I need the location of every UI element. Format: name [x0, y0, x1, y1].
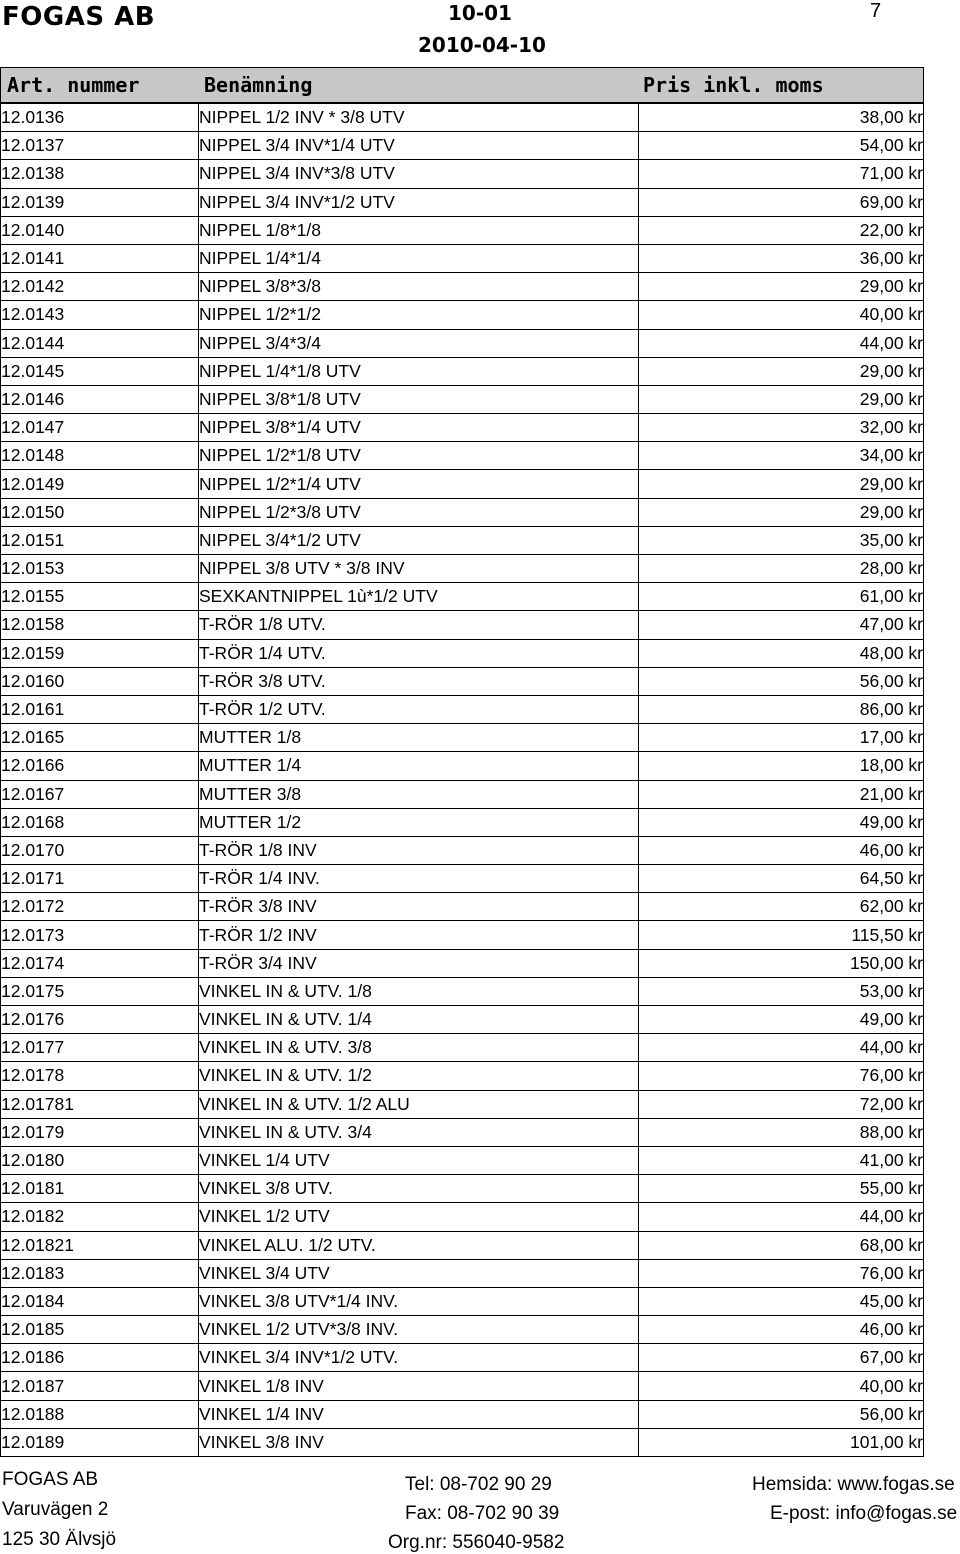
price-cell: 86,00 kr — [639, 695, 924, 723]
article-number-cell: 12.0159 — [1, 639, 199, 667]
price-cell: 67,00 kr — [639, 1344, 924, 1372]
description-cell: VINKEL 3/4 INV*1/2 UTV. — [199, 1344, 639, 1372]
table-row — [1, 949, 924, 977]
description-cell: VINKEL 1/4 INV — [199, 1400, 639, 1428]
table-row — [1, 1146, 924, 1174]
description-cell: NIPPEL 3/4*3/4 — [199, 329, 639, 357]
price-cell: 68,00 kr — [639, 1231, 924, 1259]
table-row — [1, 1090, 924, 1118]
table-row — [1, 865, 924, 893]
table-row — [1, 1344, 924, 1372]
table-row — [1, 526, 924, 554]
description-cell: VINKEL ALU. 1/2 UTV. — [199, 1231, 639, 1259]
description-cell: NIPPEL 1/4*1/4 — [199, 244, 639, 272]
table-row — [1, 188, 924, 216]
footer-city: 125 30 Älvsjö — [2, 1529, 117, 1550]
price-cell: 53,00 kr — [639, 977, 924, 1005]
article-number-cell: 12.0183 — [1, 1259, 199, 1287]
footer-street: Varuvägen 2 — [2, 1499, 109, 1520]
table-row — [1, 1175, 924, 1203]
article-number-cell: 12.0187 — [1, 1372, 199, 1400]
article-number-cell: 12.0158 — [1, 611, 199, 639]
footer-website: Hemsida: www.fogas.se — [752, 1474, 955, 1495]
price-cell: 76,00 kr — [639, 1259, 924, 1287]
article-number-cell: 12.0189 — [1, 1428, 199, 1456]
price-cell: 32,00 kr — [639, 414, 924, 442]
table-row — [1, 724, 924, 752]
description-cell: MUTTER 1/4 — [199, 752, 639, 780]
description-cell: T-RÖR 1/2 INV — [199, 921, 639, 949]
table-row — [1, 357, 924, 385]
price-cell: 44,00 kr — [639, 1203, 924, 1231]
description-cell: VINKEL IN & UTV. 1/2 ALU — [199, 1090, 639, 1118]
description-cell: T-RÖR 1/4 INV. — [199, 865, 639, 893]
document-code: 10-01 — [448, 1, 512, 25]
footer-org-number: Org.nr: 556040-9582 — [388, 1532, 565, 1553]
article-number-cell: 12.0148 — [1, 442, 199, 470]
description-cell: SEXKANTNIPPEL 1ù*1/2 UTV — [199, 583, 639, 611]
description-cell: VINKEL 1/8 INV — [199, 1372, 639, 1400]
article-number-cell: 12.0181 — [1, 1175, 199, 1203]
article-number-cell: 12.0180 — [1, 1146, 199, 1174]
price-cell: 29,00 kr — [639, 273, 924, 301]
description-cell: T-RÖR 1/2 UTV. — [199, 695, 639, 723]
table-row — [1, 808, 924, 836]
table-row — [1, 555, 924, 583]
table-row — [1, 583, 924, 611]
price-cell: 72,00 kr — [639, 1090, 924, 1118]
article-number-cell: 12.0140 — [1, 216, 199, 244]
article-number-cell: 12.0184 — [1, 1287, 199, 1315]
description-cell: NIPPEL 3/4 INV*1/4 UTV — [199, 132, 639, 160]
footer-telephone: Tel: 08-702 90 29 — [405, 1474, 552, 1495]
article-number-cell: 12.0170 — [1, 836, 199, 864]
table-row — [1, 1316, 924, 1344]
article-number-cell: 12.0165 — [1, 724, 199, 752]
table-row — [1, 780, 924, 808]
article-number-cell: 12.0149 — [1, 470, 199, 498]
article-number-cell: 12.0185 — [1, 1316, 199, 1344]
price-cell: 35,00 kr — [639, 526, 924, 554]
article-number-cell: 12.0186 — [1, 1344, 199, 1372]
description-cell: NIPPEL 1/2*1/2 — [199, 301, 639, 329]
table-row — [1, 611, 924, 639]
table-row — [1, 1287, 924, 1315]
column-header-bar — [0, 67, 924, 103]
table-row — [1, 667, 924, 695]
footer-fax: Fax: 08-702 90 39 — [405, 1503, 560, 1524]
price-cell: 54,00 kr — [639, 132, 924, 160]
table-row — [1, 498, 924, 526]
article-number-cell: 12.0175 — [1, 977, 199, 1005]
company-title: FOGAS AB — [2, 2, 156, 32]
price-cell: 101,00 kr — [639, 1428, 924, 1456]
price-table-body — [1, 104, 924, 1457]
price-cell: 44,00 kr — [639, 329, 924, 357]
description-cell: NIPPEL 3/8*1/8 UTV — [199, 385, 639, 413]
table-row — [1, 977, 924, 1005]
article-number-cell: 12.0144 — [1, 329, 199, 357]
price-cell: 46,00 kr — [639, 1316, 924, 1344]
article-number-cell: 12.0182 — [1, 1203, 199, 1231]
price-cell: 56,00 kr — [639, 667, 924, 695]
description-cell: NIPPEL 3/4*1/2 UTV — [199, 526, 639, 554]
description-cell: NIPPEL 3/8*3/8 — [199, 273, 639, 301]
table-row — [1, 752, 924, 780]
price-cell: 29,00 kr — [639, 498, 924, 526]
price-cell: 21,00 kr — [639, 780, 924, 808]
price-cell: 29,00 kr — [639, 357, 924, 385]
article-number-cell: 12.0168 — [1, 808, 199, 836]
description-cell: VINKEL IN & UTV. 3/4 — [199, 1118, 639, 1146]
description-cell: T-RÖR 3/8 UTV. — [199, 667, 639, 695]
price-cell: 29,00 kr — [639, 470, 924, 498]
table-row — [1, 1372, 924, 1400]
article-number-cell: 12.0167 — [1, 780, 199, 808]
price-cell: 88,00 kr — [639, 1118, 924, 1146]
price-cell: 38,00 kr — [639, 104, 924, 132]
price-cell: 76,00 kr — [639, 1062, 924, 1090]
table-row — [1, 132, 924, 160]
article-number-cell: 12.0174 — [1, 949, 199, 977]
price-cell: 64,50 kr — [639, 865, 924, 893]
price-cell: 46,00 kr — [639, 836, 924, 864]
article-number-cell: 12.0150 — [1, 498, 199, 526]
table-row — [1, 1006, 924, 1034]
table-row — [1, 244, 924, 272]
description-cell: NIPPEL 1/8*1/8 — [199, 216, 639, 244]
table-row — [1, 1231, 924, 1259]
document-date: 2010-04-10 — [418, 33, 546, 57]
price-cell: 44,00 kr — [639, 1034, 924, 1062]
article-number-cell: 12.0179 — [1, 1118, 199, 1146]
description-cell: VINKEL 3/8 UTV. — [199, 1175, 639, 1203]
table-row — [1, 695, 924, 723]
footer-company: FOGAS AB — [2, 1469, 99, 1490]
price-cell: 71,00 kr — [639, 160, 924, 188]
description-cell: T-RÖR 1/8 UTV. — [199, 611, 639, 639]
column-header-price: Pris inkl. moms — [643, 73, 824, 97]
table-row — [1, 1428, 924, 1456]
article-number-cell: 12.0146 — [1, 385, 199, 413]
description-cell: MUTTER 1/2 — [199, 808, 639, 836]
description-cell: VINKEL 3/8 UTV*1/4 INV. — [199, 1287, 639, 1315]
table-row — [1, 1400, 924, 1428]
description-cell: NIPPEL 1/2*1/4 UTV — [199, 470, 639, 498]
price-cell: 34,00 kr — [639, 442, 924, 470]
price-cell: 48,00 kr — [639, 639, 924, 667]
footer-email: E-post: info@fogas.se — [770, 1503, 958, 1524]
column-header-article-number: Art. nummer — [7, 73, 140, 97]
table-row — [1, 470, 924, 498]
description-cell: VINKEL 1/2 UTV — [199, 1203, 639, 1231]
price-cell: 47,00 kr — [639, 611, 924, 639]
description-cell: VINKEL IN & UTV. 3/8 — [199, 1034, 639, 1062]
table-row — [1, 893, 924, 921]
table-row — [1, 216, 924, 244]
price-cell: 115,50 kr — [639, 921, 924, 949]
table-row — [1, 385, 924, 413]
description-cell: NIPPEL 3/8 UTV * 3/8 INV — [199, 555, 639, 583]
article-number-cell: 12.0155 — [1, 583, 199, 611]
table-row — [1, 442, 924, 470]
description-cell: VINKEL 3/4 UTV — [199, 1259, 639, 1287]
price-cell: 40,00 kr — [639, 301, 924, 329]
price-cell: 61,00 kr — [639, 583, 924, 611]
table-row — [1, 1118, 924, 1146]
description-cell: VINKEL IN & UTV. 1/2 — [199, 1062, 639, 1090]
article-number-cell: 12.0143 — [1, 301, 199, 329]
description-cell: NIPPEL 1/2 INV * 3/8 UTV — [199, 104, 639, 132]
table-row — [1, 160, 924, 188]
table-row — [1, 639, 924, 667]
description-cell: NIPPEL 3/8*1/4 UTV — [199, 414, 639, 442]
price-table — [0, 103, 924, 1457]
table-row — [1, 301, 924, 329]
article-number-cell: 12.0160 — [1, 667, 199, 695]
table-row — [1, 1203, 924, 1231]
price-cell: 29,00 kr — [639, 385, 924, 413]
article-number-cell: 12.0153 — [1, 555, 199, 583]
description-cell: T-RÖR 3/4 INV — [199, 949, 639, 977]
price-cell: 49,00 kr — [639, 808, 924, 836]
description-cell: NIPPEL 1/2*1/8 UTV — [199, 442, 639, 470]
article-number-cell: 12.0145 — [1, 357, 199, 385]
table-row — [1, 1062, 924, 1090]
table-row — [1, 836, 924, 864]
description-cell: VINKEL 1/2 UTV*3/8 INV. — [199, 1316, 639, 1344]
table-row — [1, 1034, 924, 1062]
column-header-description: Benämning — [204, 73, 313, 97]
article-number-cell: 12.0176 — [1, 1006, 199, 1034]
article-number-cell: 12.0178 — [1, 1062, 199, 1090]
description-cell: NIPPEL 3/4 INV*3/8 UTV — [199, 160, 639, 188]
article-number-cell: 12.01781 — [1, 1090, 199, 1118]
table-row — [1, 1259, 924, 1287]
description-cell: VINKEL IN & UTV. 1/8 — [199, 977, 639, 1005]
price-cell: 150,00 kr — [639, 949, 924, 977]
description-cell: VINKEL 1/4 UTV — [199, 1146, 639, 1174]
price-cell: 69,00 kr — [639, 188, 924, 216]
price-cell: 49,00 kr — [639, 1006, 924, 1034]
article-number-cell: 12.0139 — [1, 188, 199, 216]
table-row — [1, 104, 924, 132]
article-number-cell: 12.0166 — [1, 752, 199, 780]
article-number-cell: 12.0141 — [1, 244, 199, 272]
description-cell: NIPPEL 1/4*1/8 UTV — [199, 357, 639, 385]
description-cell: T-RÖR 1/4 UTV. — [199, 639, 639, 667]
article-number-cell: 12.0147 — [1, 414, 199, 442]
price-cell: 40,00 kr — [639, 1372, 924, 1400]
price-cell: 36,00 kr — [639, 244, 924, 272]
article-number-cell: 12.0138 — [1, 160, 199, 188]
price-cell: 22,00 kr — [639, 216, 924, 244]
article-number-cell: 12.0137 — [1, 132, 199, 160]
page-number: 7 — [870, 0, 882, 22]
article-number-cell: 12.0188 — [1, 1400, 199, 1428]
article-number-cell: 12.0136 — [1, 104, 199, 132]
table-row — [1, 273, 924, 301]
price-cell: 17,00 kr — [639, 724, 924, 752]
description-cell: MUTTER 3/8 — [199, 780, 639, 808]
description-cell: VINKEL IN & UTV. 1/4 — [199, 1006, 639, 1034]
price-cell: 41,00 kr — [639, 1146, 924, 1174]
table-row — [1, 414, 924, 442]
table-row — [1, 329, 924, 357]
article-number-cell: 12.0172 — [1, 893, 199, 921]
description-cell: MUTTER 1/8 — [199, 724, 639, 752]
article-number-cell: 12.0171 — [1, 865, 199, 893]
article-number-cell: 12.01821 — [1, 1231, 199, 1259]
description-cell: VINKEL 3/8 INV — [199, 1428, 639, 1456]
price-cell: 45,00 kr — [639, 1287, 924, 1315]
article-number-cell: 12.0177 — [1, 1034, 199, 1062]
price-cell: 62,00 kr — [639, 893, 924, 921]
price-cell: 28,00 kr — [639, 555, 924, 583]
price-cell: 18,00 kr — [639, 752, 924, 780]
article-number-cell: 12.0173 — [1, 921, 199, 949]
article-number-cell: 12.0161 — [1, 695, 199, 723]
article-number-cell: 12.0151 — [1, 526, 199, 554]
article-number-cell: 12.0142 — [1, 273, 199, 301]
description-cell: NIPPEL 3/4 INV*1/2 UTV — [199, 188, 639, 216]
price-cell: 56,00 kr — [639, 1400, 924, 1428]
description-cell: T-RÖR 3/8 INV — [199, 893, 639, 921]
table-row — [1, 921, 924, 949]
description-cell: NIPPEL 1/2*3/8 UTV — [199, 498, 639, 526]
price-cell: 55,00 kr — [639, 1175, 924, 1203]
description-cell: T-RÖR 1/8 INV — [199, 836, 639, 864]
